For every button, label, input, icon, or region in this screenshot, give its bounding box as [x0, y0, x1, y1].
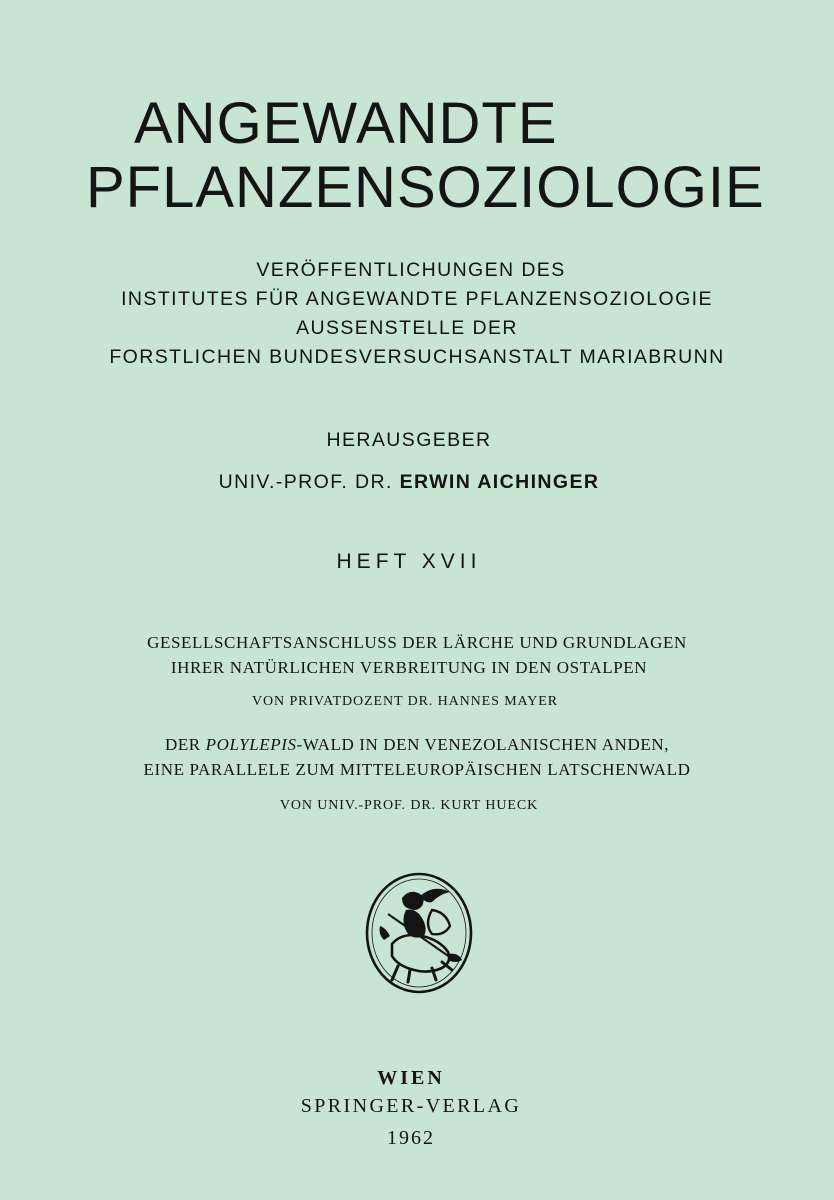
article-2-title-line-2: EINE PARALLELE ZUM MITTELEUROPÄISCHEN LATSCHENWALD [143, 760, 691, 779]
editor-line [0, 468, 826, 497]
publisher-city: WIEN [377, 1067, 445, 1089]
book-title [86, 91, 794, 220]
springer-knight-icon [362, 870, 476, 996]
article-1-title-line-1: GESELLSCHAFTSANSCHLUSS DER LÄRCHE UND GRUNDLAGEN [147, 633, 687, 652]
publisher-name: SPRINGER-VERLAG [300, 1095, 522, 1117]
article-2-title-pre: DER [164, 735, 206, 754]
institute-line-1: VERÖFFENTLICHUNGEN DES [256, 259, 566, 281]
article-2-title-italic: POLYLEPIS [205, 735, 297, 754]
institute-line-4: FORSTLICHEN BUNDESVERSUCHSANSTALT MARIABRUNN [109, 346, 725, 368]
article-2-title-post: -WALD IN DEN VENEZOLANISCHEN ANDEN, [296, 735, 670, 754]
article-1-author: VON PRIVATDOZENT DR. HANNES MAYER [252, 694, 558, 709]
editor-prefix: UNIV.-PROF. DR. [218, 471, 400, 493]
issue-number: HEFT XVII [336, 550, 482, 573]
editor-name: ERWIN AICHINGER [399, 471, 600, 493]
institute-line-2: INSTITUTES FÜR ANGEWANDTE PFLANZENSOZIOLOGIE [121, 288, 713, 310]
article-1-title-line-2: IHRER NATÜRLICHEN VERBREITUNG IN DEN OSTALPEN [170, 658, 648, 677]
article-2-author: VON UNIV.-PROF. DR. KURT HUECK [279, 798, 539, 813]
institute-line-3: AUSSENSTELLE DER [296, 317, 518, 339]
title-line-1: ANGEWANDTE [134, 91, 558, 156]
editor-label: HERAUSGEBER [326, 429, 492, 451]
title-line-2: PFLANZENSOZIOLOGIE [86, 155, 765, 220]
article-2-title-line-1 [0, 735, 834, 755]
publication-year: 1962 [387, 1127, 435, 1149]
